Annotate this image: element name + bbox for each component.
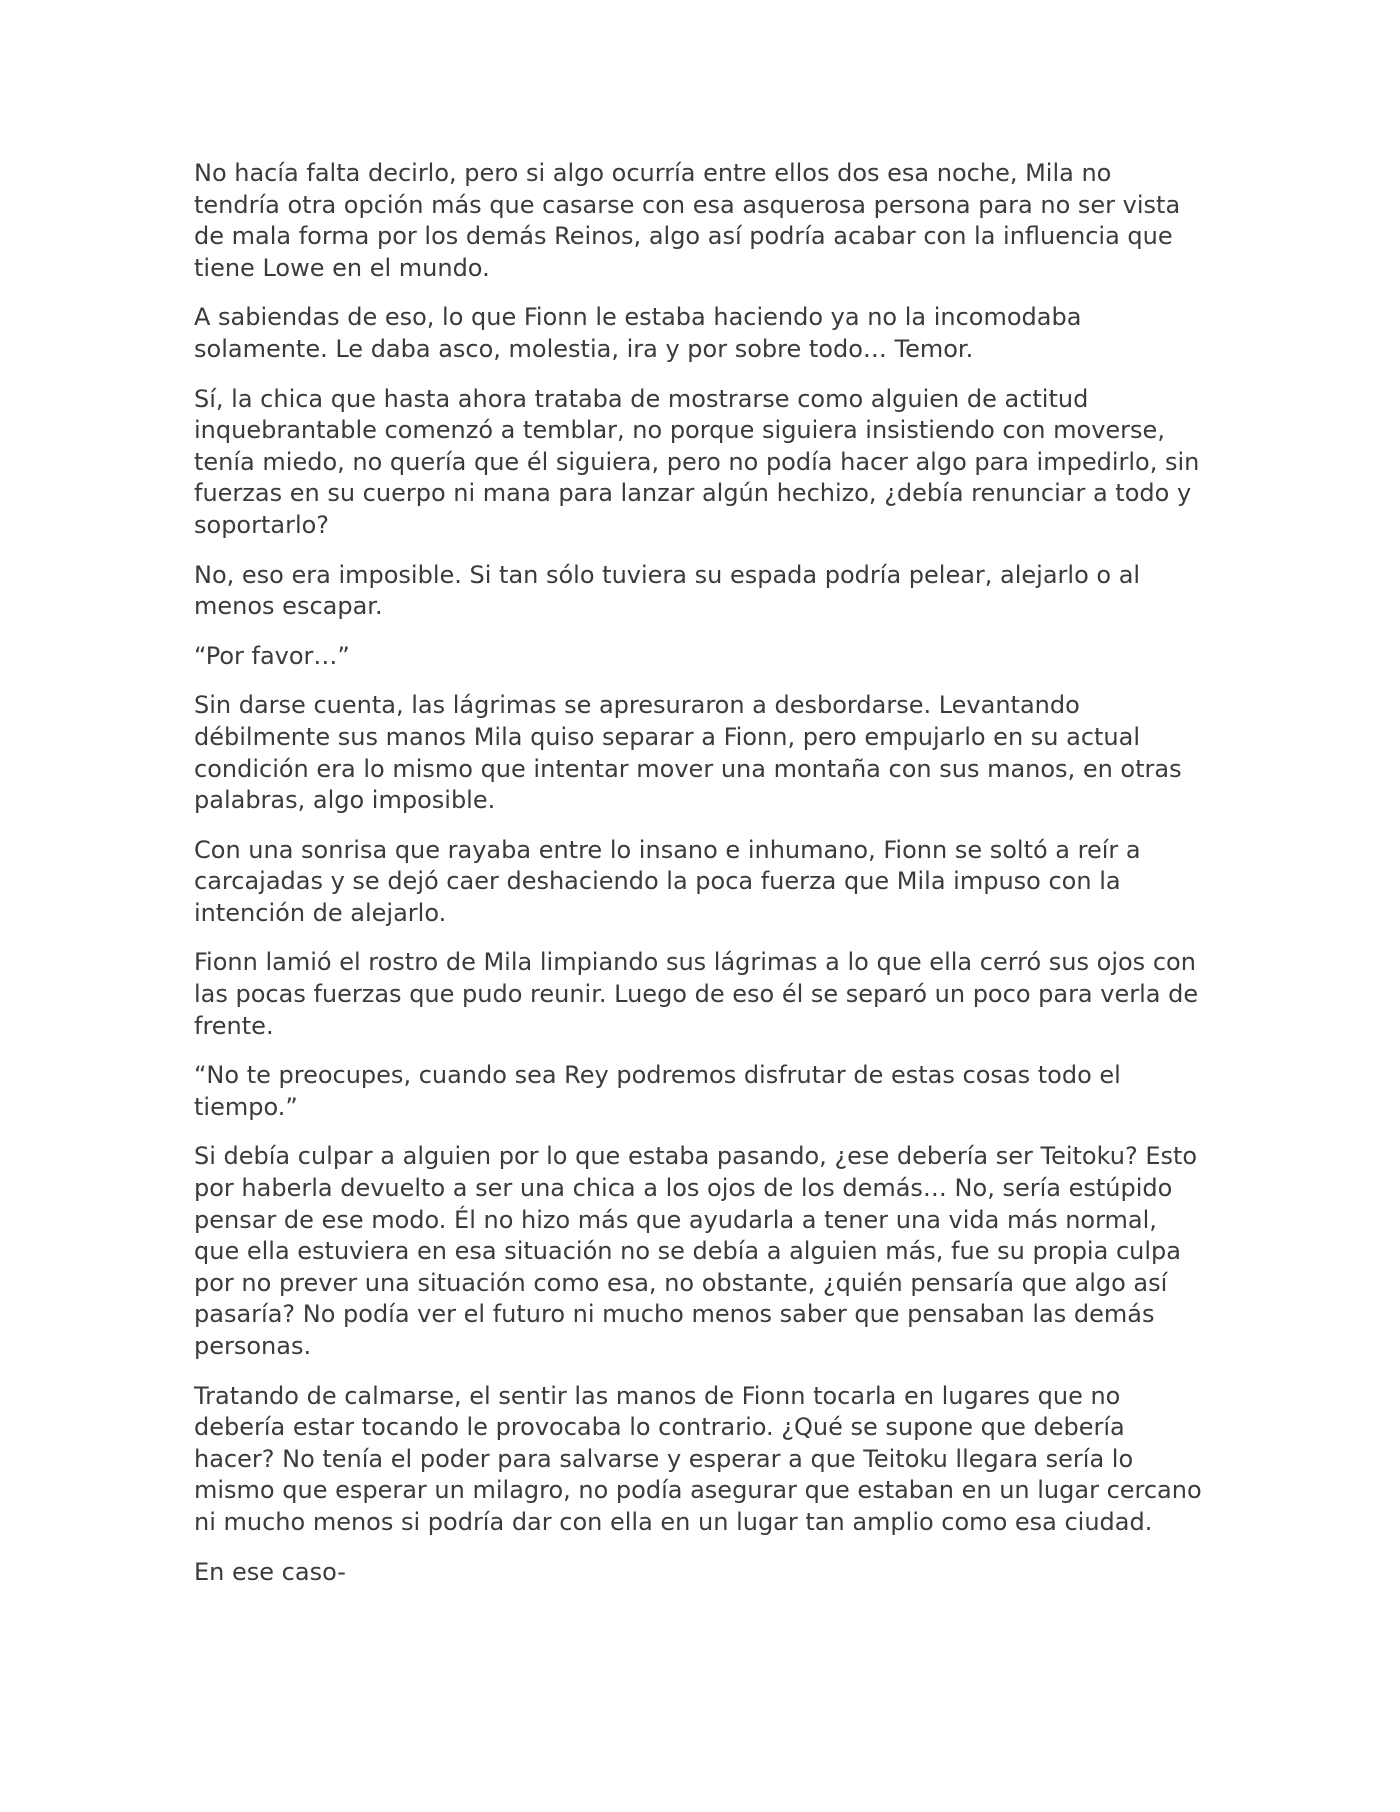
paragraph: “No te preocupes, cuando sea Rey podremos disfrutar de estas cosas todo el tiempo.”: [194, 1061, 1121, 1121]
paragraph: “Por favor…”: [194, 641, 350, 670]
paragraph: No, eso era imposible. Si tan sólo tuviera su espada podría pelear, alejarlo o al menos escapar.: [194, 560, 1141, 621]
paragraph: A sabiendas de eso, lo que Fionn le estaba haciendo ya no la incomodaba solamente. Le daba asco, molestia, ira y por sobre todo… Temor.: [194, 303, 1082, 363]
paragraph: No hacía falta decirlo, pero si algo ocurría entre ellos dos esa noche, Mila no tendría otra opción más que casarse con esa asquerosa persona para no ser vista de mala forma por los demás Reinos, algo así podría acabar con la influencia que tiene Lowe en el mundo.: [194, 159, 1181, 282]
paragraph: Tratando de calmarse, el sentir las manos de Fionn tocarla en lugares que no debería estar tocando le provocaba lo contrario. ¿Qué se supone que debería hacer? No tenía el poder para salvarse y esperar a que Teitoku llegara sería lo mismo que esperar un milagro, no podía asegurar que estaban en un lugar cercano ni mucho menos si podría dar con ella en un lugar tan amplio como esa ciudad.: [194, 1381, 1202, 1536]
paragraph: Sin darse cuenta, las lágrimas se apresuraron a desbordarse. Levantando débilmente sus manos Mila quiso separar a Fionn, pero empujarlo en su actual condición era lo mismo que intentar mover una montaña con sus manos, en otras palabras, algo imposible.: [194, 691, 1182, 815]
paragraph: En ese caso-: [194, 1557, 346, 1586]
paragraph: Con una sonrisa que rayaba entre lo insano e inhumano, Fionn se soltó a reír a carcajadas y se dejó caer deshaciendo la poca fuerza que Mila impuso con la intención de alejarlo.: [194, 835, 1141, 927]
paragraph: Fionn lamió el rostro de Mila limpiando sus lágrimas a lo que ella cerró sus ojos con las pocas fuerzas que pudo reunir. Luego de eso él se separó un poco para verla de frente.: [194, 948, 1199, 1040]
paragraph: Sí, la chica que hasta ahora trataba de mostrarse como alguien de actitud inquebrantable comenzó a temblar, no porque siguiera insistiendo con moverse, tenía miedo, no quería que él siguiera, pero no podía hacer algo para impedirlo, sin fuerzas en su cuerpo ni mana para lanzar algún hechizo, ¿debía renunciar a todo y soportarlo?: [194, 384, 1200, 539]
document-body: [194, 158, 1204, 1606]
paragraph: Si debía culpar a alguien por lo que estaba pasando, ¿ese debería ser Teitoku? Esto por haberla devuelto a ser una chica a los ojos de los demás… No, sería estúpido pensar de ese modo. Él no hizo más que ayudarla a tener una vida más normal, que ella estuviera en esa situación no se debía a alguien más, fue su propia culpa por no prever una situación como esa, no obstante, ¿quién pensaría que algo así pasaría? No podía ver el futuro ni mucho menos saber que pensaban las demás personas.: [194, 1142, 1198, 1360]
